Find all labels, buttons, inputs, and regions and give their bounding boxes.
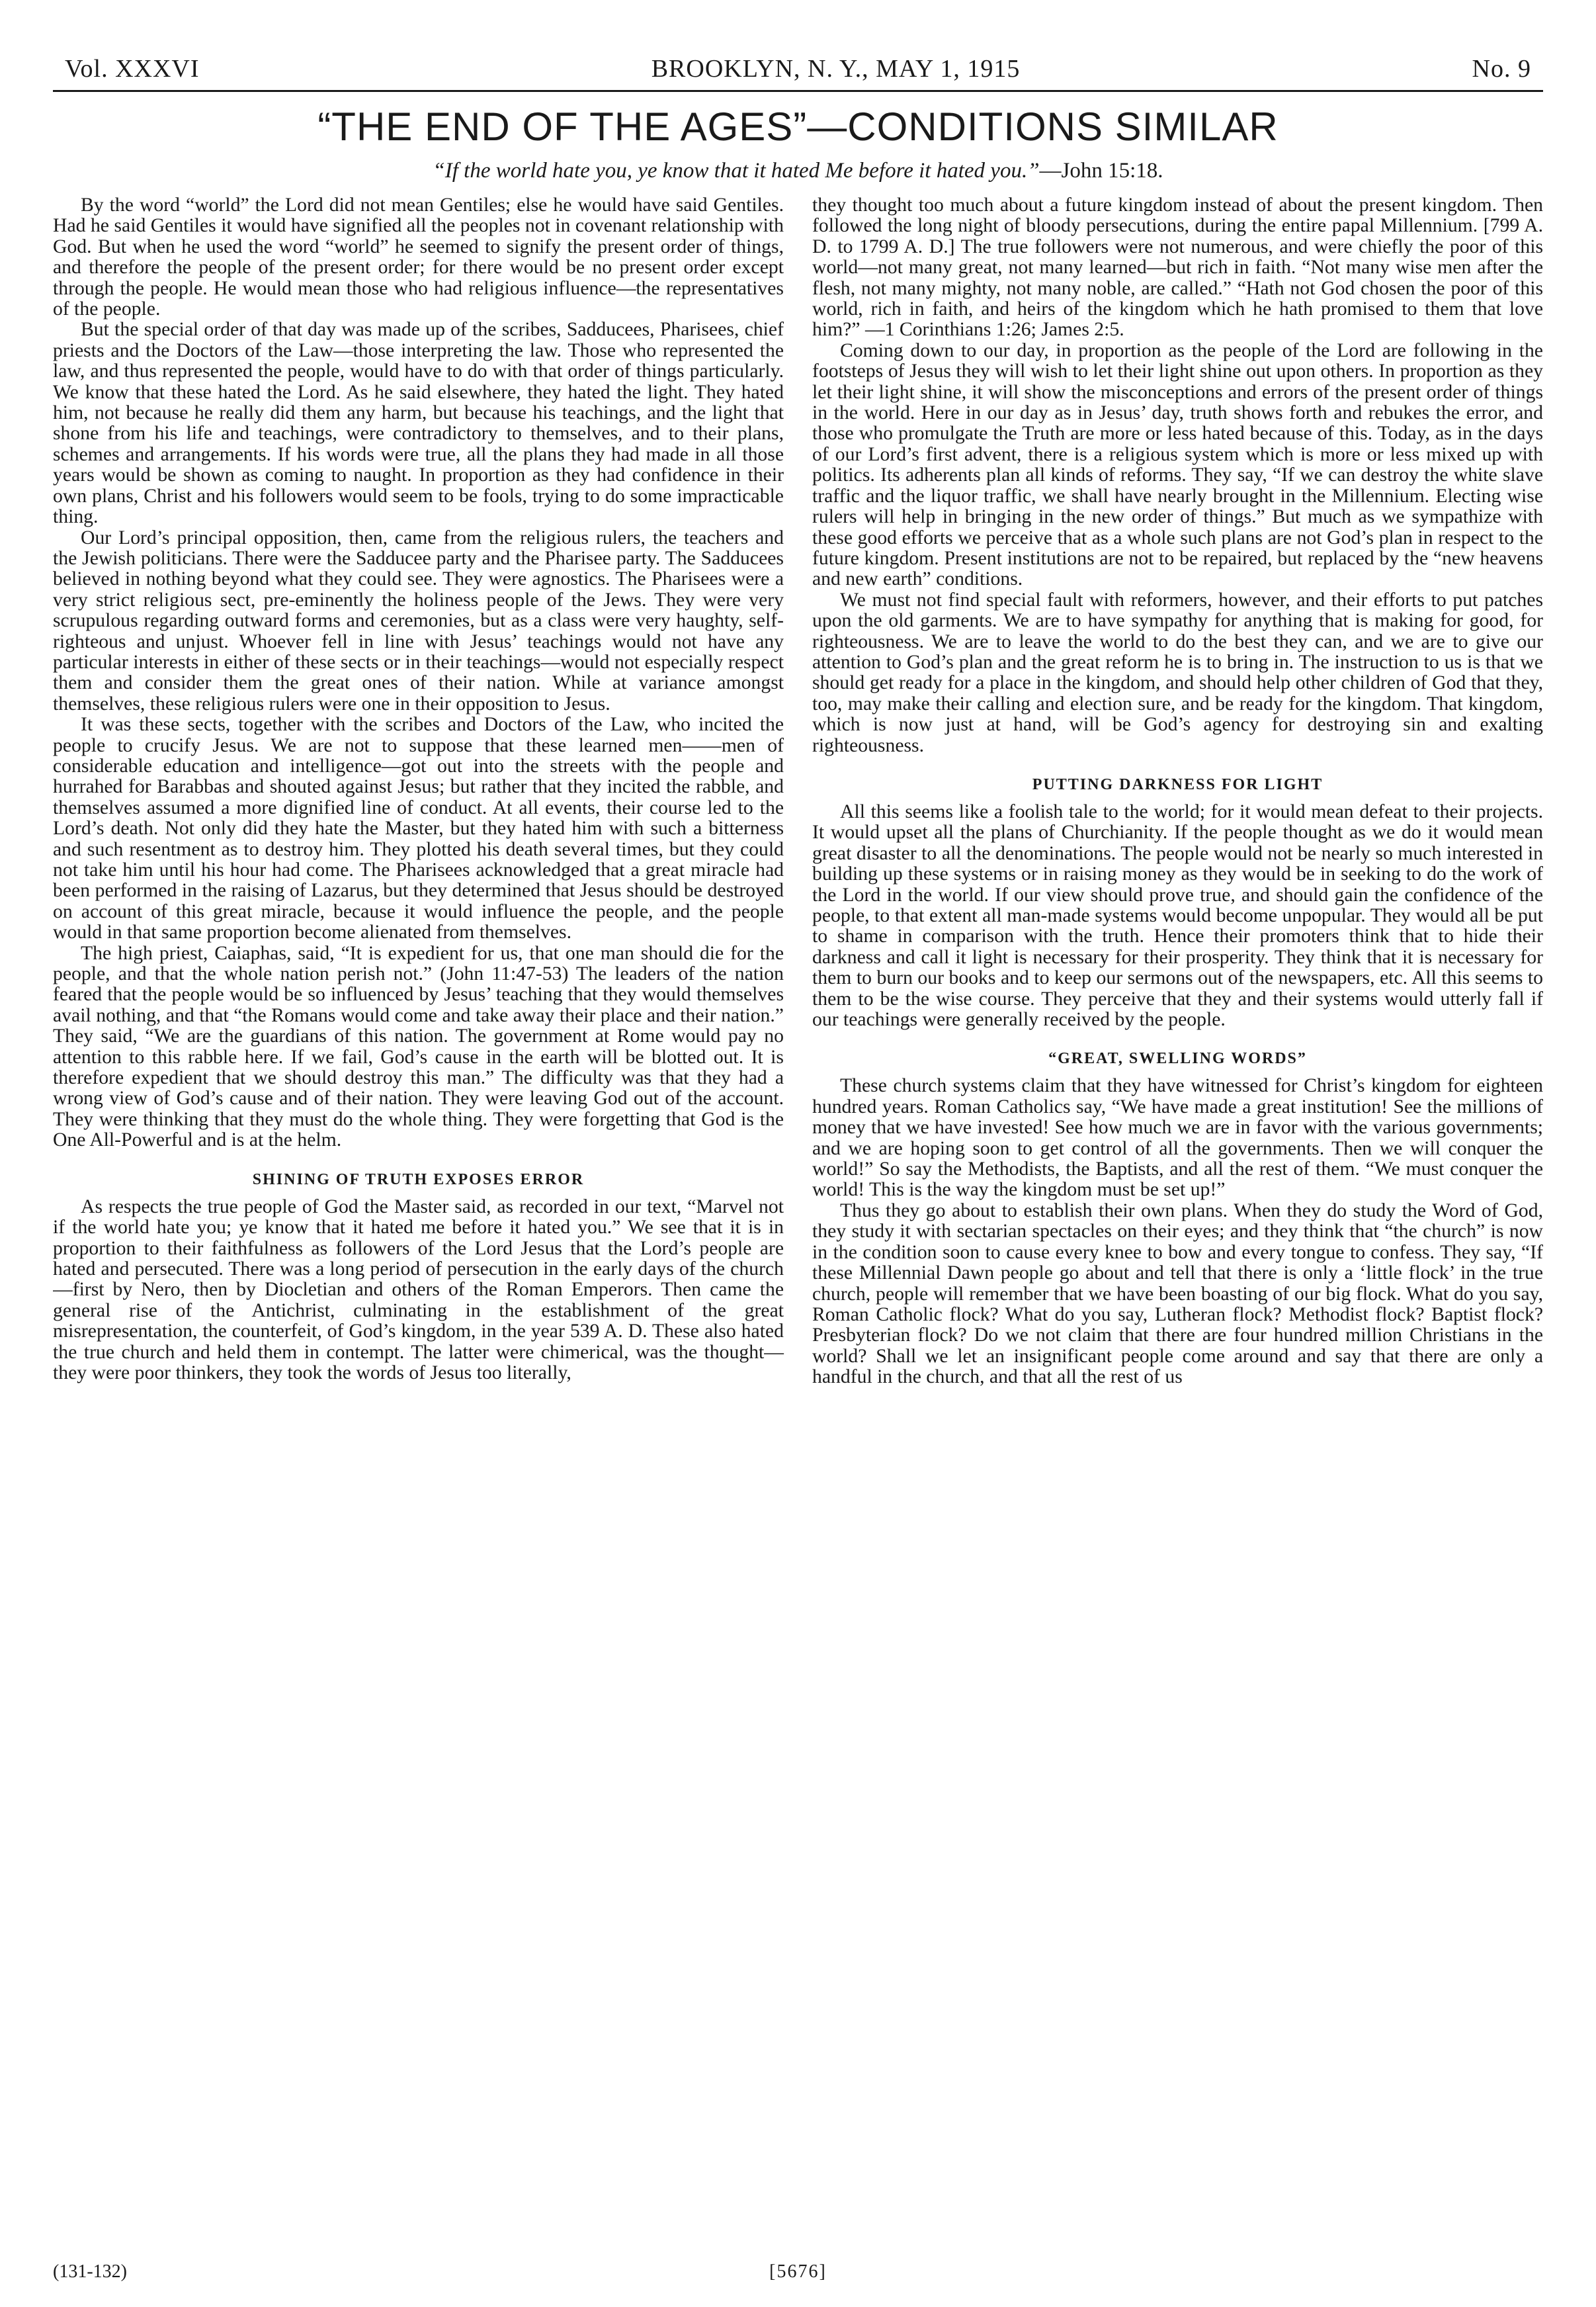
page-footer	[53, 2261, 1543, 2283]
article-title: “THE END OF THE AGES”—CONDITIONS SIMILAR	[317, 105, 1279, 149]
epigraph-text: “If the world hate you, ye know that it hated Me before it hated you.”	[433, 159, 1040, 183]
paragraph: By the word “world” the Lord did not mean Gentiles; else he would have said Gentiles. Had he said Gentiles it would have signified all the peoples not in covenant relationship with God. But when he used the word “world” he seemed to signify the present order of things, and therefore the people of the present order; for there would be no present order except through the people. He would mean those who had religious influence—the representatives of the people.	[53, 195, 784, 320]
issue-number: No. 9	[1472, 55, 1531, 83]
right-column	[812, 195, 1543, 2206]
footer-reference: (131-132)	[53, 2261, 127, 2282]
section-heading: PUTTING DARKNESS FOR LIGHT	[1032, 775, 1323, 793]
paragraph: The high priest, Caiaphas, said, “It is expedient for us, that one man should die for the people, and that the whole nation perish not.” (John 11:47-53) The leaders of the nation feared that the people would be so influenced by Jesus’ teaching that they would themselves avail nothing, and that “the Romans would come and take away their place and their nation.” They said, “We are the guardians of this nation. The government at Rome would pay no attention to this rabble here. If we fail, God’s cause in the earth will be blotted out. It is therefore expedient that we should destroy this man.” The difficulty was that they had a wrong view of God’s cause and of their nation. They were leaving God out of the account. They were thinking that they must do the whole thing. They were forgetting that God is the One All-Powerful and is at the helm.	[53, 942, 784, 1151]
paragraph: they thought too much about a future kingdom instead of about the present kingdom. Then followed the long night of bloody persecutions, during the entire papal Millennium. [799 A. D. to 1799 A. D.] The true followers were not numerous, and were chiefly the poor of this world—not many great, not many learned—but rich in faith. “Not many wise men after the flesh, not many mighty, not many noble, are called.” “Hath not God chosen the poor of this world, rich in faith, and heirs of the kingdom which he hath promised to them that love him?” —1 Corinthians 1:26; James 2:5.	[812, 195, 1543, 341]
paragraph: As respects the true people of God the Master said, as recorded in our text, “Marvel not if the world hate you; ye know that it hated me before it hated you.” We see that it is in proportion to their faithfulness as followers of the Lord Jesus that the Lord’s people are hated and persecuted. There was a long period of persecution in the early days of the church—first by Nero, then by Diocletian and others of the Roman Emperors. Then came the general rise of the Antichrist, culminating in the establishment of the great misrepresentation, the counterfeit, of God’s kingdom, in the year 539 A. D. These also hated the true church and held them in contempt. The latter were chimerical, was the thought—they were poor thinkers, they took the words of Jesus too literally,	[53, 1196, 784, 1383]
left-column	[53, 195, 784, 2206]
paragraph: All this seems like a foolish tale to the world; for it would mean defeat to their projects. It would upset all the plans of Churchianity. If the people thought as we do it would mean great disaster to all the denominations. The people would not be nearly so much interested in building up these systems or in raising money as they would be in seeking to do the work of the Lord in the world. If our view should prove true, and should gain the confidence of the people, to that extent all man-made systems would become unpopular. They would all be put to shame in comparison with the truth. Hence their promoters think that to hide their darkness and call it light is necessary for their prosperity. They think that it is necessary for them to burn our books and to keep our sermons out of the newspapers, etc. All this seems to them to be the wise course. They perceive that they and their systems would utterly fall if our teachings were generally received by the people.	[812, 801, 1543, 1031]
paragraph: We must not find special fault with reformers, however, and their efforts to put patches upon the old garments. We are to have sympathy for anything that is making for good, for righteousness. We are to leave the world to do the best they can, and we are to give our attention to God’s plan and the great reform he is to bring in. The instruction to us is that we should get ready for a place in the kingdom, and should help other children of God that they, too, may make their calling and election sure, and be ready for the kingdom. That kingdom, which is now just at hand, will be God’s agency for destroying sin and exalting righteousness.	[812, 589, 1543, 756]
dateline: BROOKLYN, N. Y., MAY 1, 1915	[651, 55, 1021, 83]
section-heading: SHINING OF TRUTH EXPOSES ERROR	[252, 1170, 585, 1188]
paragraph: These church systems claim that they have witnessed for Christ’s kingdom for eighteen hundred years. Roman Catholics say, “We have made a great institution! See the millions of money that we have invested! See how much we are in favor with the various governments; and we are hoping soon to get control of all the governments. Then we will conquer the world!” So say the Methodists, the Baptists, and all the rest of them. “We must conquer the world! This is the way the kingdom must be set up!”	[812, 1075, 1543, 1201]
paragraph: It was these sects, together with the scribes and Doctors of the Law, who incited the people to crucify Jesus. We are not to suppose that these learned men——men of considerable education and intelligence—got out into the streets with the people and hurrahed for Barabbas and shouted against Jesus; but rather that they incited the rabble, and themselves assumed a more dignified line of conduct. At all events, their course led to the Lord’s death. Not only did they hate the Master, but they hated him with such a bitterness and such resentment as to destroy him. They plotted his death several times, but they could not take him until his hour had come. The Pharisees acknowledged that a great miracle had been performed in the raising of Lazarus, but they determined that Jesus should be destroyed on account of this great miracle, because it would influence the people, and the people would in that same proportion become alienated from themselves.	[53, 714, 784, 943]
page-number: [5676]	[769, 2261, 827, 2282]
paragraph: But the special order of that day was made up of the scribes, Sadducees, Pharisees, chief priests and the Doctors of the Law—those interpreting the law. Those who represented the law, and thus represented the people, would have to do with that order of things particularly. We know that these hated the Lord. As he said elsewhere, they hated the light. They hated him, not because he really did them any harm, but because his teachings, and the light that shone from his life and teachings, were contradictory to themselves, and to their plans, schemes and arrangements. If his words were true, all the plans they had made in all those years would be shown as coming to naught. In proportion as they had confidence in their own plans, Christ and his followers would seem to be fools, trying to do some impracticable thing.	[53, 319, 784, 528]
volume-label: Vol. XXXVI	[65, 55, 200, 83]
paragraph: Our Lord’s principal opposition, then, came from the religious rulers, the teachers and the Jewish politicians. There were the Sadducee party and the Pharisee party. The Sadducees believed in nothing beyond what they could see. They were agnostics. The Pharisees were a very strict religious sect, pre-eminently the holiness people of the Jews. They were very scrupulous regarding outward forms and ceremonies, but as a class were very haughty, self-righteous and unjust. Whoever fell in line with Jesus’ teachings would not have any particular interests in either of these sects or in their teachings—would not especially respect them and consider them the great ones of their nation. While at variance amongst themselves, these religious rulers were one in their opposition to Jesus.	[53, 527, 784, 715]
paragraph: Thus they go about to establish their own plans. When they do study the Word of God, they study it with sectarian spectacles on their eyes; and they think that “the church” is now in the condition soon to cause every knee to bow and every tongue to confess. They say, “If these Millennial Dawn people go about and tell that there is only a ‘little flock’ in the true church, people will remember that we have been boasting of our big flock. What do you say, Roman Catholic flock? What do you say, Lutheran flock? Methodist flock? Baptist flock? Presbyterian flock? Do we not claim that there are four hundred million Christians in the world? Shall we let an insignificant people come around and say that there are only a handful in the church, and that all the rest of us	[812, 1199, 1543, 1388]
paragraph: Coming down to our day, in proportion as the people of the Lord are following in the footsteps of Jesus they will wish to let their light shine out upon others. In proportion as they let their light shine, it will show the misconceptions and errors of the present order of things in the world. Here in our day as in Jesus’ day, truth shows forth and rebukes the error, and those who promulgate the Truth are more or less hated because of this. Today, as in the days of our Lord’s first advent, there is a religious system which is more or less mixed up with politics. Its adherents plan all kinds of reforms. They say, “If we can destroy the white slave traffic and the liquor traffic, we shall have nearly brought in the Millennium. Electing wise rulers will help in bringing in the new order of things.” But much as we sympathize with these good efforts we perceive that as a whole such plans are not God’s plan in respect to the future kingdom. Present institutions are not to be repaired, but replaced by the “new heavens and new earth” conditions.	[812, 339, 1543, 590]
masthead	[53, 54, 1543, 92]
article-columns	[53, 195, 1543, 2206]
epigraph	[53, 159, 1543, 183]
section-heading: “GREAT, SWELLING WORDS”	[1048, 1050, 1307, 1068]
epigraph-reference: —John 15:18.	[1039, 159, 1163, 183]
